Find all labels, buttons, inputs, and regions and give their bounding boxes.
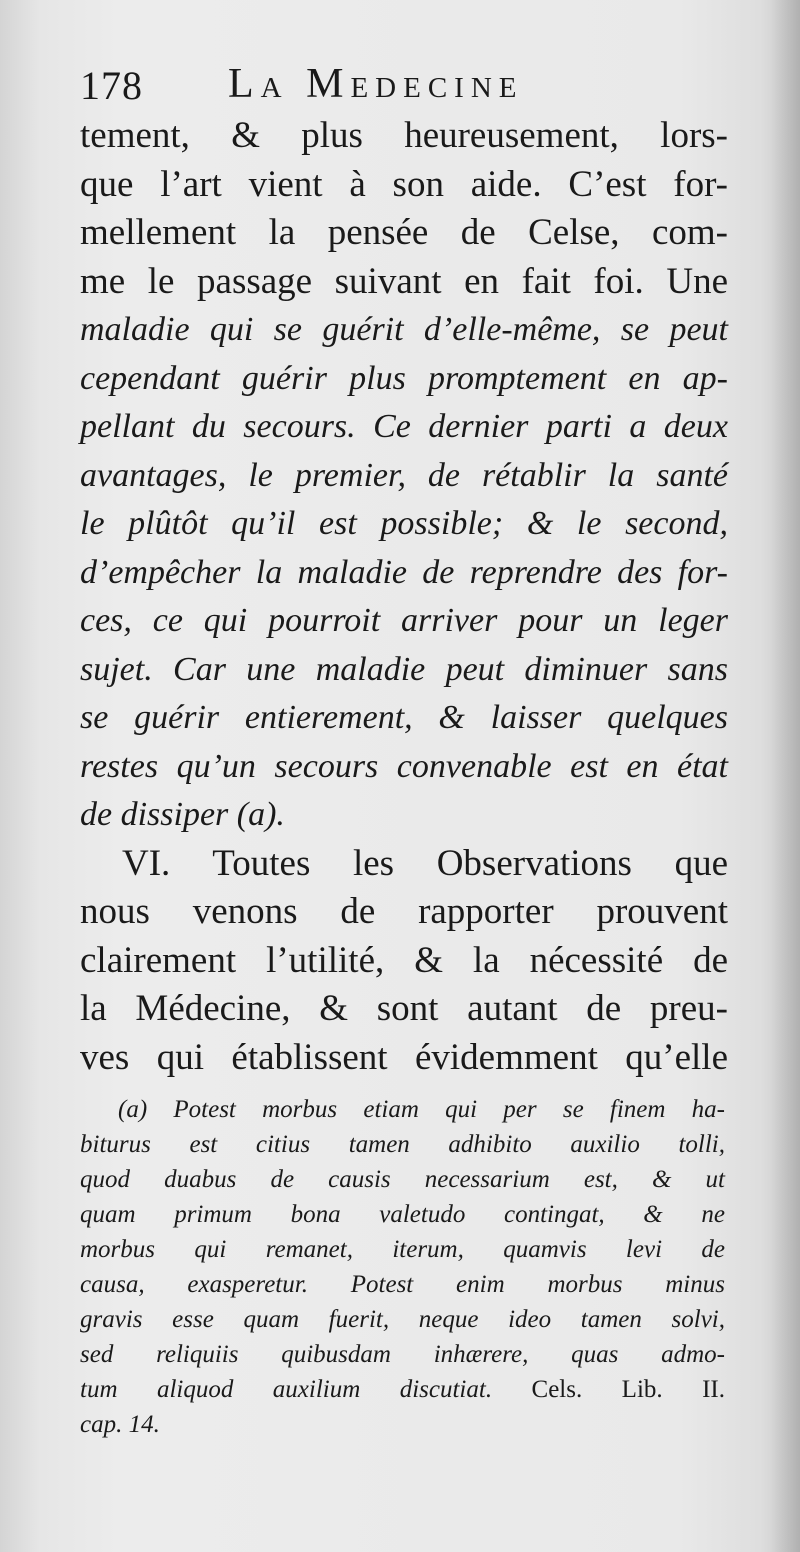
quoted-text-line: sujet. Car une maladie peut diminuer sans [80, 650, 728, 688]
running-head: La Medecine [228, 61, 524, 107]
footnote-line: gravis esse quam fuerit, neque ideo tamen solvi, [80, 1306, 725, 1333]
page-edge-shadow [770, 0, 800, 1552]
quoted-text-line: de dissiper (a). [80, 796, 285, 833]
text-line: clairement l’utilité, & la nécessité de [80, 939, 728, 981]
footnote-line: causa, exasperetur. Potest enim morbus minus [80, 1271, 725, 1298]
footnote-citation: Cels. Lib. II. [531, 1376, 725, 1403]
page-header [80, 58, 720, 108]
quoted-text-line: pellant du secours. Ce dernier parti a deux [80, 408, 728, 445]
footnote-line: (a) Potest morbus etiam qui per se finem ha- [118, 1096, 725, 1123]
footnote-line: cap. 14. [80, 1411, 160, 1438]
text-line: ves qui établissent évidemment qu’elle [80, 1036, 728, 1078]
text-line: me le passage suivant en fait foi. Une [80, 260, 728, 302]
footnote-text: tum aliquod auxilium discutiat. [80, 1376, 493, 1403]
text-line: la Médecine, & sont autant de preu- [80, 988, 728, 1029]
quoted-text-line: d’empêcher la maladie de reprendre des for- [80, 553, 728, 591]
text-line: mellement la pensée de Celse, com- [80, 212, 728, 253]
footnote-line: quod duabus de causis necessarium est, & ut [80, 1166, 725, 1193]
footnote [80, 1092, 725, 1442]
text-line: nous venons de rapporter prouvent [80, 891, 728, 932]
main-text [80, 112, 728, 1082]
quoted-text-line: ces, ce qui pourroit arriver pour un leger [80, 602, 728, 639]
quoted-text-line: cependant guérir plus promptement en ap- [80, 359, 728, 397]
section-start-line: VI. Toutes les Observations que [122, 842, 728, 884]
quoted-text-line: maladie qui se guérit d’elle-même, se peut [80, 311, 728, 348]
quoted-text-line: se guérir entierement, & laisser quelques [80, 699, 728, 736]
quoted-text-line: restes qu’un secours convenable est en état [80, 747, 728, 785]
quoted-text-line: le plûtôt qu’il est possible; & le second, [80, 505, 728, 542]
text-line: que l’art vient à son aide. C’est for- [80, 163, 728, 205]
footnote-line: morbus qui remanet, iterum, quamvis levi de [80, 1236, 725, 1263]
footnote-line: quam primum bona valetudo contingat, & ne [80, 1201, 725, 1228]
text-line: tement, & plus heureusement, lors- [80, 115, 728, 156]
footnote-line-with-citation [80, 1372, 725, 1407]
quoted-text-line: avantages, le premier, de rétablir la santé [80, 456, 728, 494]
footnote-line: biturus est citius tamen adhibito auxilio tolli, [80, 1131, 725, 1158]
page-number: 178 [80, 63, 143, 108]
footnote-line: sed reliquiis quibusdam inhærere, quas admo- [80, 1341, 725, 1368]
